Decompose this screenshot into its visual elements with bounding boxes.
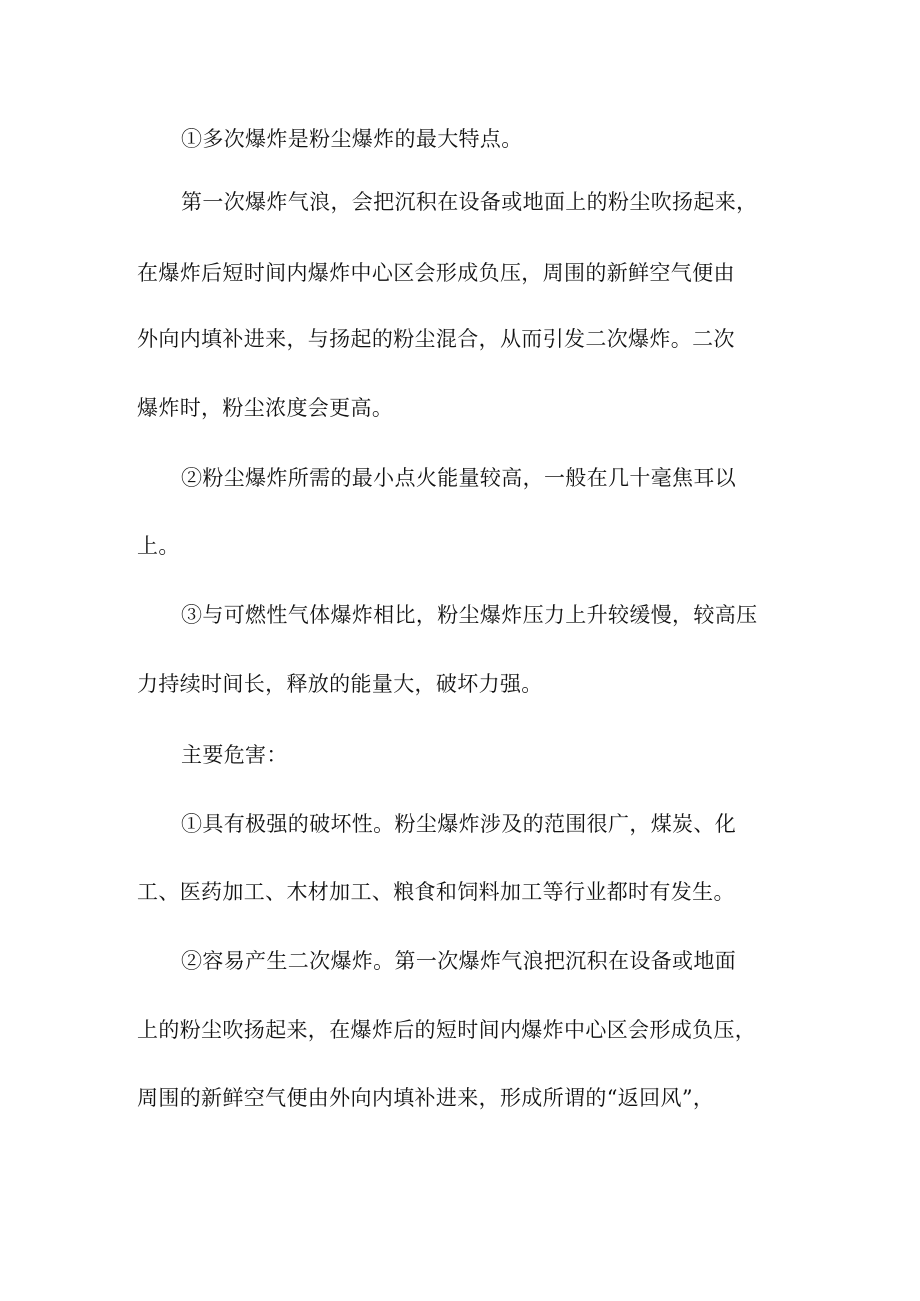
paragraph-line: 工、医药加工、木材加工、粮食和饲料加工等行业都时有发生。 (137, 880, 735, 904)
paragraph-line: 周围的新鲜空气便由外向内填补进来，形成所谓的“返回风”， (137, 1086, 715, 1110)
hazard-1-line: ①具有极强的破坏性。粉尘爆炸涉及的范围很广，煤炭、化 (181, 812, 737, 836)
paragraph-line: 上。 (137, 534, 180, 558)
paragraph-line: 力持续时间长，释放的能量大，破坏力强。 (137, 672, 543, 696)
paragraph-line: 第一次爆炸气浪，会把沉积在设备或地面上的粉尘吹扬起来， (181, 190, 758, 214)
main-hazards-heading: 主要危害： (181, 743, 288, 767)
paragraph-line: 外向内填补进来，与扬起的粉尘混合，从而引发二次爆炸。二次 (137, 327, 735, 351)
hazard-2-line: ②容易产生二次爆炸。第一次爆炸气浪把沉积在设备或地面 (181, 949, 737, 973)
paragraph-line: 爆炸时，粉尘浓度会更高。 (137, 396, 394, 420)
point-2-line: ②粉尘爆炸所需的最小点火能量较高，一般在几十毫焦耳以 (181, 466, 737, 490)
point-3-line: ③与可燃性气体爆炸相比，粉尘爆炸压力上升较缓慢，较高压 (181, 603, 758, 627)
paragraph-line: 上的粉尘吹扬起来，在爆炸后的短时间内爆炸中心区会形成负压， (137, 1018, 757, 1042)
point-1-heading: ①多次爆炸是粉尘爆炸的最大特点。 (181, 127, 523, 151)
paragraph-line: 在爆炸后短时间内爆炸中心区会形成负压，周围的新鲜空气便由 (137, 261, 735, 285)
